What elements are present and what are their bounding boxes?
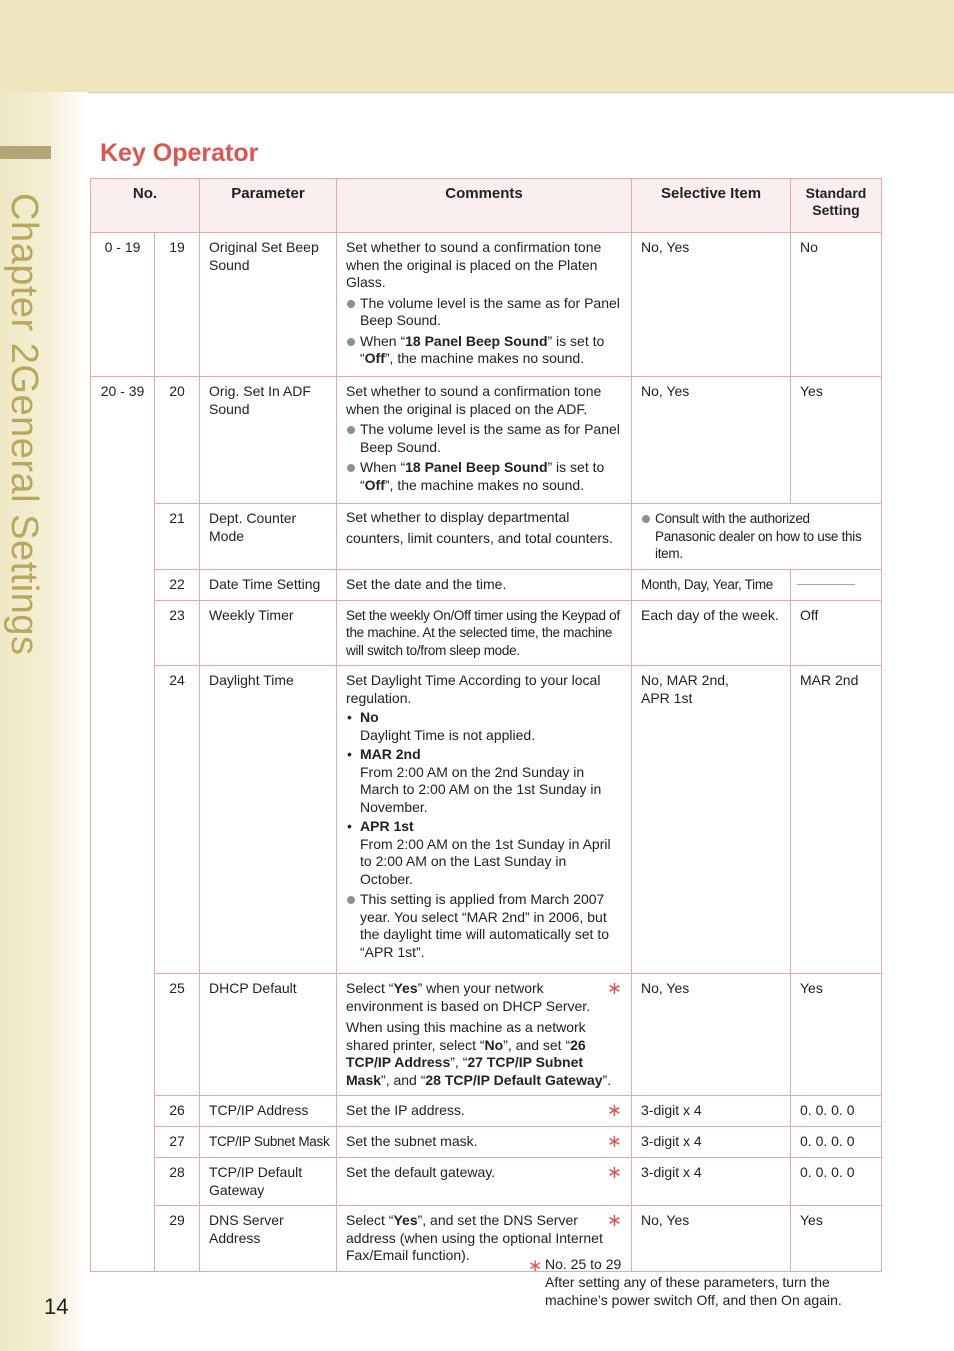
- row-number: 26: [155, 1096, 200, 1127]
- header-standard-setting: Standard Setting: [791, 179, 882, 233]
- chapter-heading: [3, 193, 45, 693]
- restart-star-icon: ∗: [606, 1131, 622, 1151]
- chapter-tab-marker: [0, 146, 51, 159]
- comment-note: The volume level is the same as for Panel Beep Sound.: [346, 421, 622, 456]
- row-standard-setting: No: [791, 233, 882, 377]
- footnote: [528, 1255, 863, 1309]
- table-row: [91, 1127, 882, 1158]
- row-range: 0 - 19: [91, 233, 155, 377]
- table-row: [91, 569, 882, 600]
- row-comment: ∗ Select “Yes”, and set the DNS Server address (when using the optional Internet Fax/Email function).: [337, 1206, 632, 1272]
- comment-note: When “18 Panel Beep Sound” is set to “Off”, the machine makes no sound.: [346, 333, 622, 368]
- header-parameter: Parameter: [200, 179, 337, 233]
- option-title: • MAR 2nd: [346, 746, 622, 764]
- row-selective-item: 3-digit x 4: [632, 1127, 791, 1158]
- row-standard-setting: 0. 0. 0. 0: [791, 1096, 882, 1127]
- header-no: No.: [91, 179, 200, 233]
- page-number: 14: [44, 1294, 69, 1319]
- comment-note: When “18 Panel Beep Sound” is set to “Off”, the machine makes no sound.: [346, 459, 622, 494]
- option-title: • No: [346, 709, 622, 727]
- row-comment: Set the weekly On/Off timer using the Keypad of the machine. At the selected time, the machine will switch to/from sleep mode.: [337, 600, 632, 666]
- empty-dash: [797, 584, 855, 585]
- option-title: • APR 1st: [346, 818, 622, 836]
- row-number: 27: [155, 1127, 200, 1158]
- settings-table: [90, 178, 882, 1272]
- comment-note: The volume level is the same as for Panel Beep Sound.: [346, 295, 622, 330]
- row-parameter: TCP/IP Default Gateway: [200, 1158, 337, 1206]
- restart-star-icon: ∗: [528, 1256, 543, 1275]
- row-comment: [337, 233, 632, 377]
- table-row: [91, 377, 882, 504]
- header-comments: Comments: [337, 179, 632, 233]
- row-selective-item: No, Yes: [632, 233, 791, 377]
- header-selective-item: Selective Item: [632, 179, 791, 233]
- restart-star-icon: ∗: [606, 1210, 622, 1230]
- row-selective-item: No, Yes: [632, 377, 791, 504]
- row-comment: Set the date and the time.: [337, 569, 632, 600]
- row-standard-setting: Off: [791, 600, 882, 666]
- row-number: 24: [155, 666, 200, 974]
- row-standard-setting: Yes: [791, 974, 882, 1096]
- row-comment: ∗ Set the default gateway.: [337, 1158, 632, 1206]
- footnote-body: After setting any of these parameters, turn the machine’s power switch Off, and then On again.: [545, 1274, 842, 1308]
- row-range: 20 - 39: [91, 377, 155, 1272]
- row-parameter: DHCP Default: [200, 974, 337, 1096]
- restart-star-icon: ∗: [606, 978, 622, 998]
- table-row: [91, 233, 882, 377]
- table-row: [91, 974, 882, 1096]
- restart-star-icon: ∗: [606, 1162, 622, 1182]
- row-selective-item: Month, Day, Year, Time: [632, 569, 791, 600]
- row-comment: [337, 377, 632, 504]
- row-comment: [337, 666, 632, 974]
- row-selective-item: 3-digit x 4: [632, 1158, 791, 1206]
- comment-intro: Set whether to sound a confirmation tone when the original is placed on the ADF.: [346, 383, 602, 417]
- header-band: [0, 0, 954, 93]
- comment-intro: Set Daylight Time According to your local regulation.: [346, 672, 601, 706]
- row-comment: ∗ Select “Yes” when your network environment is based on DHCP Server. When using this machine as a network shared printer, select “No”, and set “26 TCP/IP Address”, “27 TCP/IP Subnet Mask”, and “28 TCP/IP Default Gateway”.: [337, 974, 632, 1096]
- row-standard-setting: MAR 2nd: [791, 666, 882, 974]
- row-selective-item: No, Yes: [632, 1206, 791, 1272]
- option-text: From 2:00 AM on the 1st Sunday in April to 2:00 AM on the Last Sunday in October.: [360, 835, 611, 887]
- row-number: 20: [155, 377, 200, 504]
- row-parameter: TCP/IP Subnet Mask: [200, 1127, 337, 1158]
- row-number: 19: [155, 233, 200, 377]
- row-selective-item: 3-digit x 4: [632, 1096, 791, 1127]
- row-standard-setting: 0. 0. 0. 0: [791, 1127, 882, 1158]
- row-standard-setting: [791, 569, 882, 600]
- section-title: Key Operator: [100, 139, 259, 167]
- row-parameter: Original Set Beep Sound: [200, 233, 337, 377]
- row-selective-item: No, MAR 2nd, APR 1st: [632, 666, 791, 974]
- row-parameter: Weekly Timer: [200, 600, 337, 666]
- row-parameter: Daylight Time: [200, 666, 337, 974]
- row-comment: ∗ Set the IP address.: [337, 1096, 632, 1127]
- row-number: 23: [155, 600, 200, 666]
- row-parameter: TCP/IP Address: [200, 1096, 337, 1127]
- row-number: 28: [155, 1158, 200, 1206]
- table-header-row: [91, 179, 882, 233]
- option-text: From 2:00 AM on the 2nd Sunday in March to 2:00 AM on the 1st Sunday in November.: [360, 763, 602, 815]
- table-row: [91, 666, 882, 974]
- row-standard-setting: 0. 0. 0. 0: [791, 1158, 882, 1206]
- row-comment: ∗ Set the subnet mask.: [337, 1127, 632, 1158]
- row-comment: Set whether to display departmental counters, limit counters, and total counters.: [337, 504, 632, 570]
- row-parameter: Dept. Counter Mode: [200, 504, 337, 570]
- row-number: 25: [155, 974, 200, 1096]
- row-selective-item: Each day of the week.: [632, 600, 791, 666]
- row-selective-item: No, Yes: [632, 974, 791, 1096]
- chapter-title: General Settings: [3, 364, 45, 656]
- row-number: 22: [155, 569, 200, 600]
- comment-intro: Set whether to sound a confirmation tone when the original is placed on the Platen Glass.: [346, 239, 602, 290]
- row-parameter: Orig. Set In ADF Sound: [200, 377, 337, 504]
- row-parameter: Date Time Setting: [200, 569, 337, 600]
- table-row: [91, 1096, 882, 1127]
- row-merged-note: Consult with the authorized Panasonic dealer on how to use this item.: [632, 504, 882, 570]
- row-number: 21: [155, 504, 200, 570]
- row-number: 29: [155, 1206, 200, 1272]
- row-standard-setting: Yes: [791, 1206, 882, 1272]
- restart-star-icon: ∗: [606, 1100, 622, 1120]
- option-text: Daylight Time is not applied.: [360, 726, 536, 743]
- table-row: [91, 504, 882, 570]
- table-row: [91, 600, 882, 666]
- chapter-label: Chapter 2: [3, 193, 45, 365]
- row-standard-setting: Yes: [791, 377, 882, 504]
- row-parameter: DNS Server Address: [200, 1206, 337, 1272]
- table-row: [91, 1158, 882, 1206]
- footnote-title: No. 25 to 29: [545, 1256, 622, 1272]
- comment-note: This setting is applied from March 2007 year. You select “MAR 2nd” in 2006, but the daylight time will automatically set to “APR 1st”.: [346, 891, 622, 961]
